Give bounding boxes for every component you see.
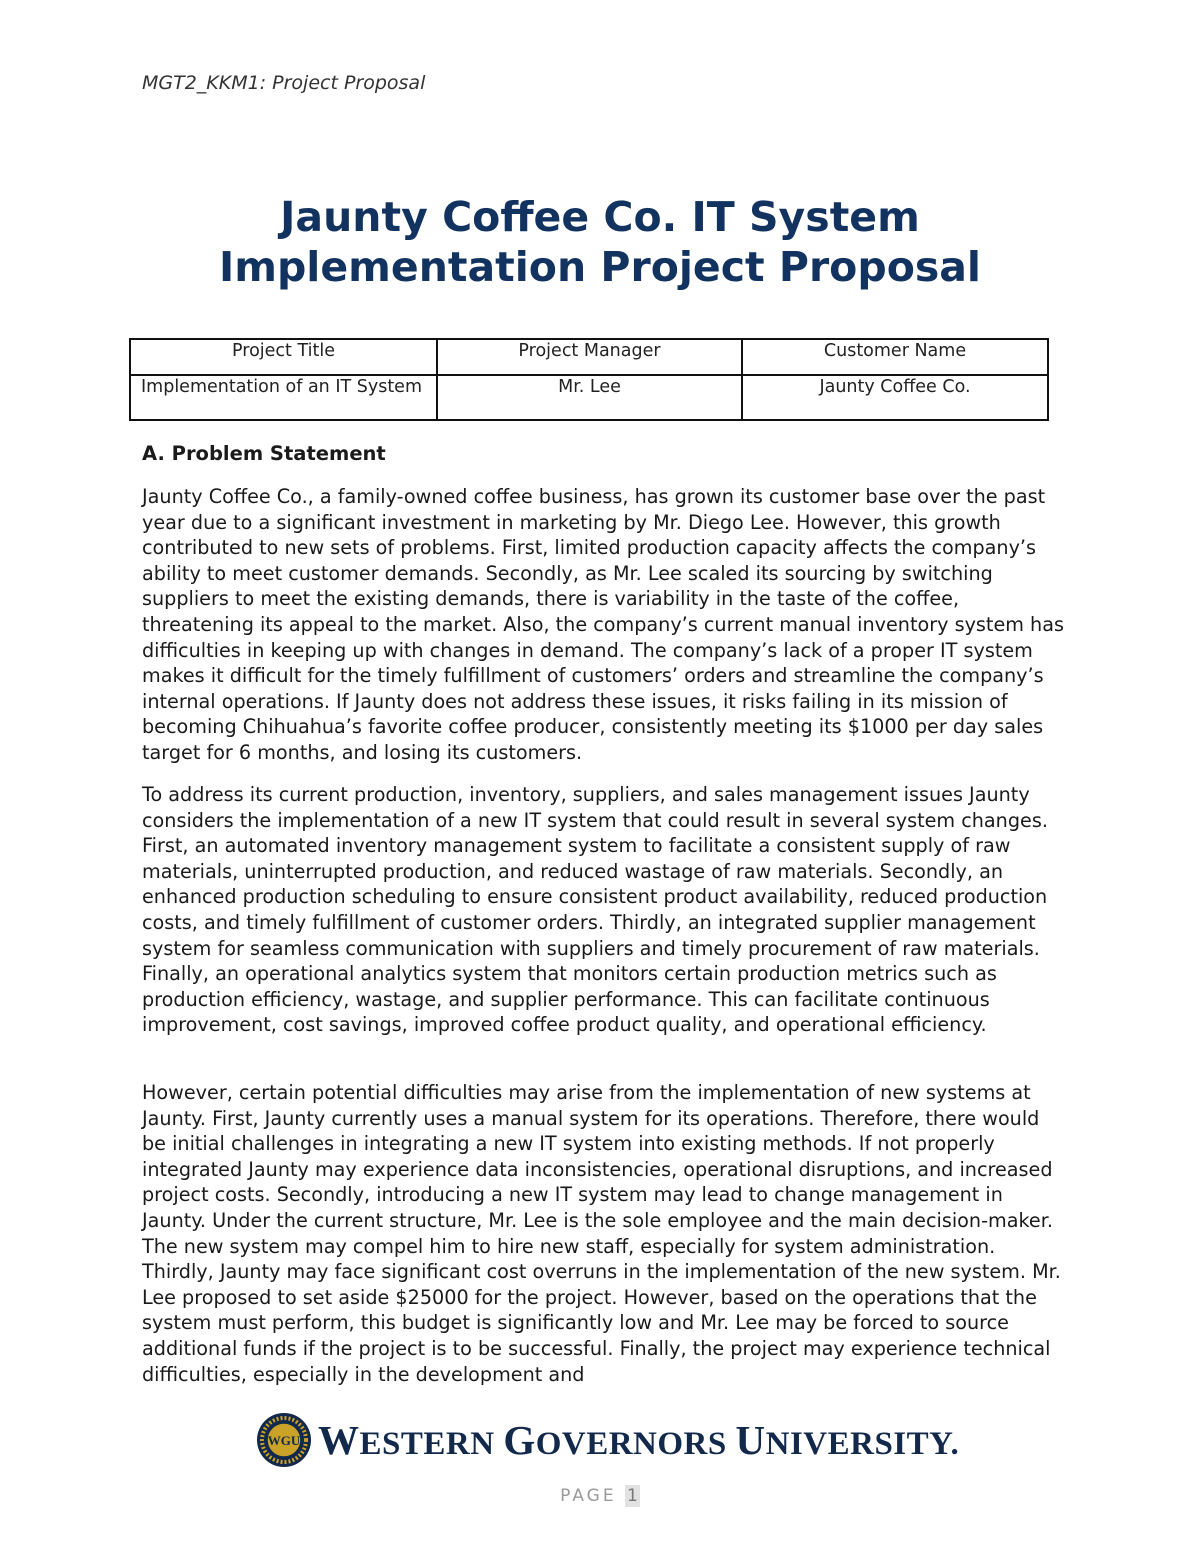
table-header-row xyxy=(130,339,1048,375)
table-row xyxy=(130,375,1048,420)
seal-monogram: WGU xyxy=(267,1433,301,1448)
header-project-title: Project Title xyxy=(130,339,437,375)
running-header: MGT2_KKM1: Project Proposal xyxy=(142,72,426,94)
cell-customer-name: Jaunty Coffee Co. xyxy=(742,375,1048,420)
paragraph-3: However, certain potential difficulties may arise from the implementation of new systems at Jaunty. First, Jaunty currently uses a manual system for its operations. Therefore, there would be initial challenges in integrating a new IT system into existing methods. If not properly integrated Jaunty may experience data inconsistencies, operational disruptions, and increased project costs. Secondly, introducing a new IT system may lead to change management in Jaunty. Under the current structure, Mr. Lee is the sole employee and the main decision-maker. The new system may compel him to hire new staff, especially for system administration. Thirdly, Jaunty may face significant cost overruns in the implementation of the new system. Mr. Lee proposed to set aside $25000 for the project. However, based on the operations that the system must perform, this budget is significantly low and Mr. Lee may be forced to source additional funds if the project is to be successful. Finally, the project may experience technical difficulties, especially in the development and xyxy=(142,1081,1061,1386)
document-title-line-2: Implementation Project Proposal xyxy=(218,243,981,291)
document-title-line-1: Jaunty Coffee Co. IT System xyxy=(280,193,920,241)
page-number xyxy=(0,1486,1200,1506)
paragraph-1: Jaunty Coffee Co., a family-owned coffee business, has grown its customer base over the past year due to a significant investment in marketing by Mr. Diego Lee. However, this growth contributed to new sets of problems. First, limited production capacity affects the company’s ability to meet customer demands. Secondly, as Mr. Lee scaled its sourcing by switching suppliers to meet the existing demands, there is variability in the taste of the coffee, threatening its appeal to the market. Also, the company’s current manual inventory system has difficulties in keeping up with changes in demand. The company’s lack of a proper IT system makes it difficult for the timely fulfillment of customers’ orders and streamline the company’s internal operations. If Jaunty does not address these issues, it risks failing in its mission of becoming Chihuahua’s favorite coffee producer, consistently meeting its $1000 per day sales target for 6 months, and losing its customers. xyxy=(142,485,1064,764)
wgu-logo xyxy=(256,1410,959,1470)
page-number-value: 1 xyxy=(627,1486,638,1506)
section-heading: A. Problem Statement xyxy=(142,442,386,465)
wgu-wordmark: WESTERN GOVERNORS UNIVERSITY. xyxy=(318,1417,960,1463)
header-project-manager: Project Manager xyxy=(437,339,742,375)
wgu-seal-icon xyxy=(256,1412,312,1468)
cell-project-title: Implementation of an IT System xyxy=(130,375,437,420)
header-customer-name: Customer Name xyxy=(742,339,1048,375)
cell-project-manager: Mr. Lee xyxy=(437,375,742,420)
document-title xyxy=(120,192,1080,292)
project-info-table xyxy=(129,338,1049,421)
page-label: PAGE xyxy=(560,1486,617,1506)
paragraph-2: To address its current production, inventory, suppliers, and sales management issues Jaunty considers the implementation of a new IT system that could result in several system changes. First, an automated inventory management system to facilitate a consistent supply of raw materials, uninterrupted production, and reduced wastage of raw materials. Secondly, an enhanced production scheduling to ensure consistent product availability, reduced production costs, and timely fulfillment of customer orders. Thirdly, an integrated supplier management system for seamless communication with suppliers and timely procurement of raw materials. Finally, an operational analytics system that monitors certain production metrics such as production efficiency, wastage, and supplier performance. This can facilitate continuous improvement, cost savings, improved coffee product quality, and operational efficiency. xyxy=(142,783,1048,1037)
